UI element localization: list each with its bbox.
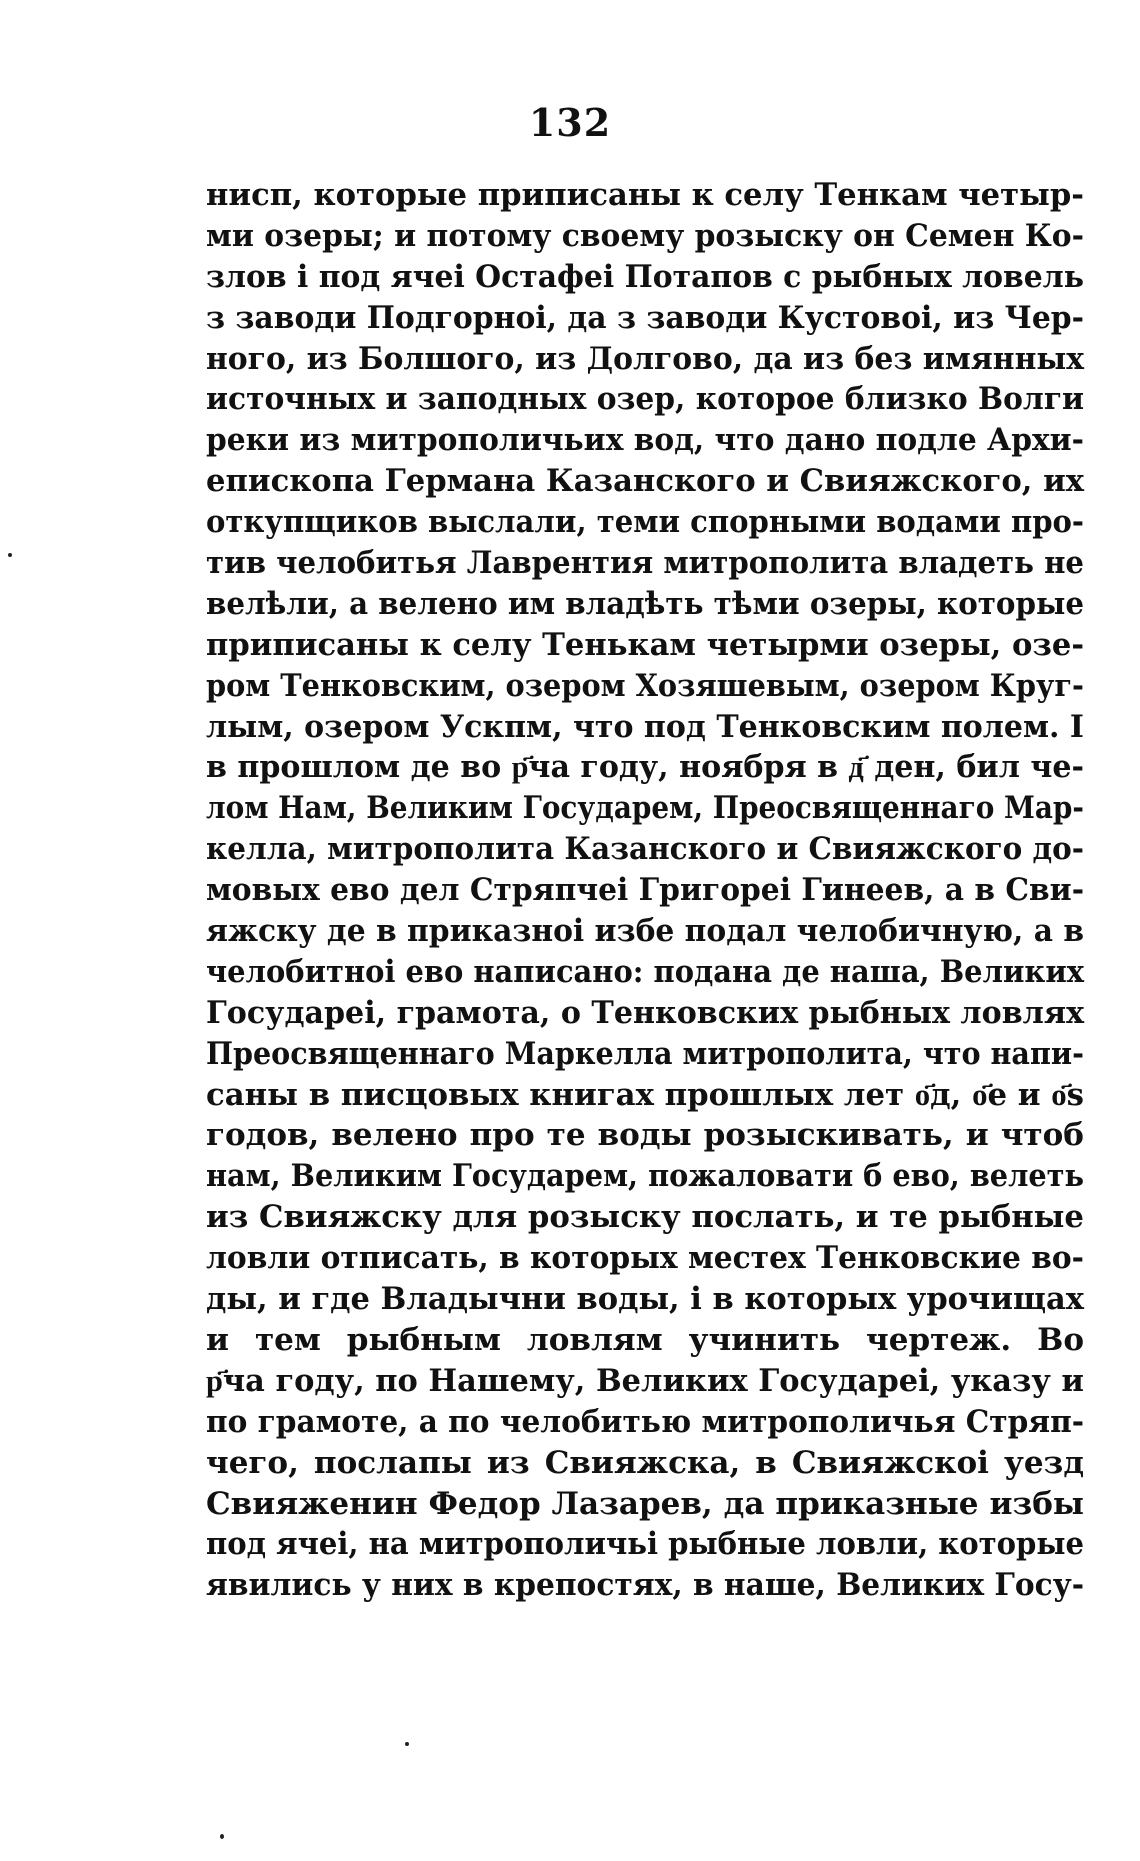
- text-line: явились у них в крепостях, в наше, Великих Госу-: [206, 1567, 1085, 1604]
- text-line: келла, митрополита Казанского и Свияжского до-: [206, 831, 1085, 868]
- text-line: и тем рыбным ловлям учинить чертеж. Во: [206, 1321, 1084, 1358]
- text-line: ловли отписать, в которых местех Тенковские во-: [206, 1240, 1084, 1277]
- scan-speck: [220, 1834, 224, 1839]
- text-line: ми озеры; и потому своему розыску он Семен Ко-: [206, 217, 1085, 254]
- text-line: нисп, которые приписаны к селу Тенкам четыр-: [206, 177, 1084, 213]
- text-line: под ячеі, на митрополичьі рыбные ловли, которые: [206, 1526, 1084, 1563]
- text-line: откупщиков выслали, теми спорными водами про-: [206, 504, 1085, 541]
- text-line: лом Нам, Великим Государем, Преосвященнаго Мар-: [206, 790, 1084, 827]
- text-line: из Свияжску для розыску послать, и те рыбные: [206, 1199, 1084, 1236]
- text-line: велѣли, а велено им владѣть тѣми озеры, которые: [206, 585, 1084, 622]
- text-line: тив челобитья Лаврентия митрополита владеть не: [206, 545, 1084, 582]
- text-line: з заводи Подгорноі, да з заводи Кустовоі, из Чер-: [206, 299, 1085, 336]
- text-line: ного, из Болшого, из Долгово, да из без имянных: [206, 340, 1085, 377]
- scan-speck: [8, 553, 12, 557]
- body-text: [206, 175, 1084, 1606]
- text-line: в прошлом де во р҃ча году, ноября в д҃ ден, бил че-: [206, 749, 1085, 786]
- text-line: злов і под ячеі Остафеі Потапов с рыбных ловель: [206, 258, 1084, 295]
- text-line: епископа Германа Казанского и Свияжского, их: [206, 463, 1085, 500]
- text-line: нам, Великим Государем, пожаловати б ево, велеть: [206, 1158, 1084, 1195]
- text-line: Преосвященнаго Маркелла митрополита, что напи-: [206, 1035, 1084, 1072]
- text-line: чего, послапы из Свияжска, в Свияжскоі уезд: [206, 1444, 1084, 1481]
- text-line: приписаны к селу Тенькам четырми озеры, озе-: [206, 626, 1085, 663]
- text-line: по грамоте, а по челобитью митрополичья Стряп-: [206, 1403, 1085, 1440]
- text-line: саны в писцовых книгах прошлых лет о҃д, о҃е и о҃s: [206, 1076, 1084, 1113]
- text-line: источных и заподных озер, которое близко Волги: [206, 381, 1085, 418]
- text-line: Государеі, грамота, о Тенковских рыбных ловлях: [206, 994, 1085, 1031]
- scan-speck: [405, 1742, 409, 1746]
- text-line: челобитноі ево написано: подана де наша, Великих: [206, 953, 1085, 990]
- text-line: ды, и где Владычни воды, і в которых урочищах: [206, 1281, 1085, 1318]
- text-line: мовых ево дел Стряпчеі Григореі Гинеев, а в Сви-: [206, 872, 1085, 909]
- text-line: реки из митрополичьих вод, что дано подле Архи-: [206, 422, 1084, 459]
- text-line: годов, велено про те воды розыскивать, и чтоб: [206, 1117, 1084, 1154]
- text-line: ром Тенковским, озером Хозяшевым, озером Круг-: [206, 667, 1084, 704]
- text-line: р҃ча году, по Нашему, Великих Государеі, указу и: [206, 1362, 1084, 1399]
- text-line: Свияженин Федор Лазарев, да приказные избы: [206, 1485, 1084, 1522]
- text-line: яжску де в приказноі избе подал челобичную, а в: [206, 913, 1084, 950]
- text-line: лым, озером Ускпм, что под Тенковским полем. І: [206, 708, 1084, 745]
- page-number: 132: [528, 100, 612, 145]
